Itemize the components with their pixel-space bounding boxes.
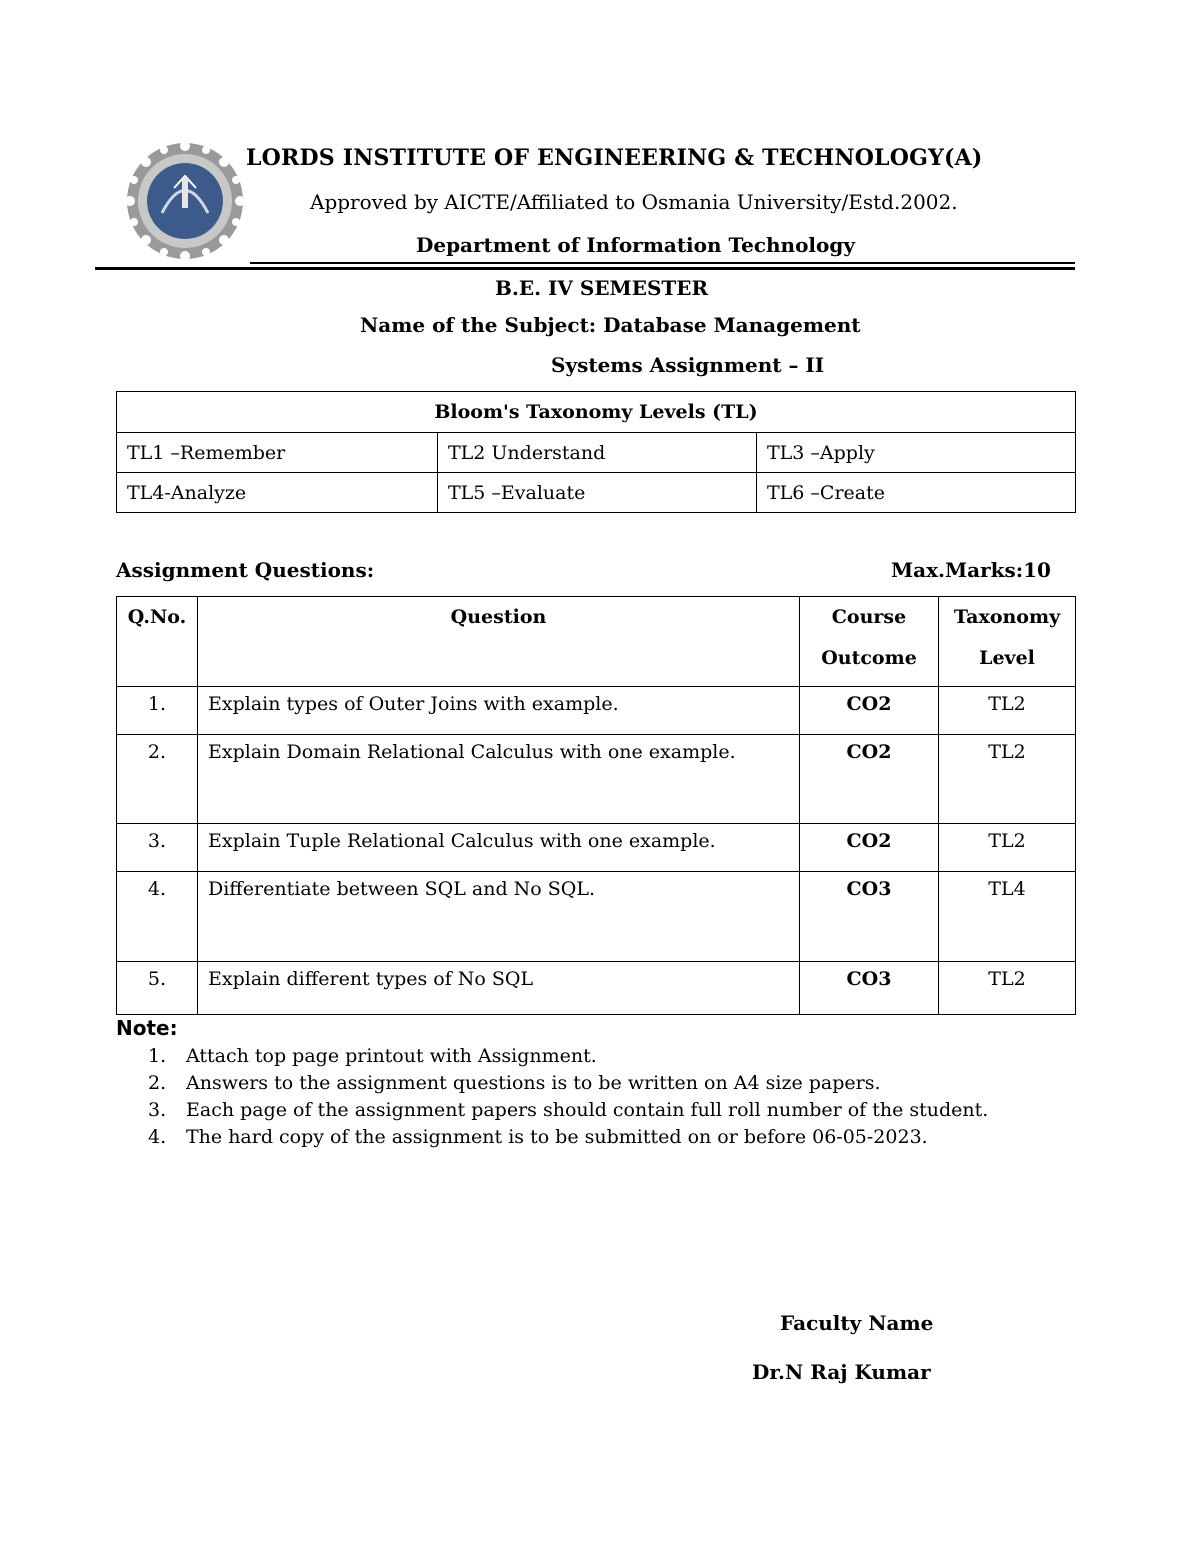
college-seal-logo	[122, 138, 248, 264]
question-number: 2.	[117, 735, 198, 824]
taxonomy-level: TL2	[939, 687, 1076, 735]
list-item	[148, 1097, 988, 1124]
course-outcome: CO2	[800, 735, 939, 824]
table-row	[117, 687, 1076, 735]
blooms-table-title: Bloom's Taxonomy Levels (TL)	[117, 392, 1076, 433]
header-course-outcome	[800, 597, 939, 687]
institute-name: LORDS INSTITUTE OF ENGINEERING & TECHNOLOGY(A)	[246, 145, 983, 171]
table-row	[117, 962, 1076, 1015]
assignment-title: Systems Assignment – II	[551, 353, 825, 377]
taxonomy-level: TL4	[939, 872, 1076, 962]
question-number: 1.	[117, 687, 198, 735]
question-text: Explain different types of No SQL	[198, 962, 800, 1015]
blooms-taxonomy-table	[116, 391, 1076, 513]
bloom-cell: TL6 –Create	[757, 473, 1076, 513]
list-item	[148, 1043, 988, 1070]
header-qno: Q.No.	[117, 597, 198, 687]
note-text: The hard copy of the assignment is to be submitted on or before 06-05-2023.	[186, 1126, 928, 1148]
course-outcome: CO3	[800, 962, 939, 1015]
question-text: Explain types of Outer Joins with example.	[198, 687, 800, 735]
note-number: 1.	[148, 1045, 167, 1067]
assignment-questions-label: Assignment Questions:	[116, 558, 375, 582]
header-co-line1: Course	[831, 606, 907, 628]
questions-header-row	[117, 597, 1076, 687]
taxonomy-level: TL2	[939, 735, 1076, 824]
faculty-label: Faculty Name	[780, 1311, 934, 1335]
department-name: Department of Information Technology	[416, 233, 855, 257]
note-text: Attach top page printout with Assignment.	[186, 1045, 597, 1067]
note-text: Answers to the assignment questions is to be written on A4 size papers.	[186, 1072, 881, 1094]
question-text: Differentiate between SQL and No SQL.	[198, 872, 800, 962]
note-text: Each page of the assignment papers should contain full roll number of the student.	[186, 1099, 989, 1121]
header-taxonomy-level	[939, 597, 1076, 687]
question-text: Explain Tuple Relational Calculus with one example.	[198, 824, 800, 872]
notes-list	[148, 1043, 988, 1151]
note-number: 3.	[148, 1099, 167, 1121]
table-row	[117, 872, 1076, 962]
bloom-cell: TL1 –Remember	[117, 433, 438, 473]
table-row	[117, 824, 1076, 872]
header-divider-thin	[250, 262, 1075, 264]
bloom-cell: TL4-Analyze	[117, 473, 438, 513]
faculty-name: Dr.N Raj Kumar	[752, 1360, 931, 1384]
max-marks: Max.Marks:10	[891, 558, 1051, 582]
list-item	[148, 1070, 988, 1097]
note-label: Note:	[116, 1016, 178, 1040]
question-text: Explain Domain Relational Calculus with one example.	[198, 735, 800, 824]
header-tl-line1: Taxonomy	[953, 606, 1061, 628]
taxonomy-level: TL2	[939, 962, 1076, 1015]
course-outcome: CO3	[800, 872, 939, 962]
question-number: 5.	[117, 962, 198, 1015]
course-outcome: CO2	[800, 687, 939, 735]
questions-table	[116, 596, 1076, 1015]
taxonomy-level: TL2	[939, 824, 1076, 872]
bloom-cell: TL3 –Apply	[757, 433, 1076, 473]
approval-line: Approved by AICTE/Affiliated to Osmania University/Estd.2002.	[310, 190, 958, 214]
course-outcome: CO2	[800, 824, 939, 872]
header-tl-line2: Level	[979, 647, 1035, 669]
question-number: 4.	[117, 872, 198, 962]
list-item	[148, 1124, 988, 1151]
note-number: 2.	[148, 1072, 167, 1094]
header-question: Question	[198, 597, 800, 687]
header-co-line2: Outcome	[821, 647, 917, 669]
question-number: 3.	[117, 824, 198, 872]
semester-title: B.E. IV SEMESTER	[495, 276, 709, 300]
bloom-cell: TL2 Understand	[438, 433, 757, 473]
subject-title: Name of the Subject: Database Management	[360, 313, 861, 337]
table-row	[117, 735, 1076, 824]
header-divider	[95, 267, 1075, 270]
note-number: 4.	[148, 1126, 167, 1148]
bloom-cell: TL5 –Evaluate	[438, 473, 757, 513]
